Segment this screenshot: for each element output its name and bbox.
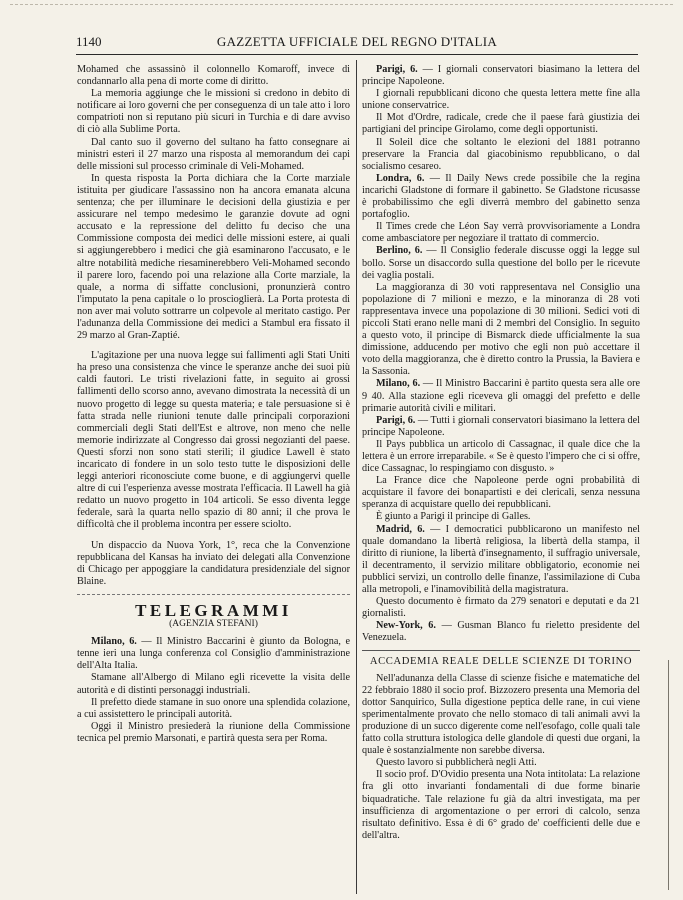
page-top-edge [10, 4, 673, 5]
telegram-item: Il Soleil dice che soltanto le elezioni del 1881 potranno preservare la Francia dal giacobinismo repubblicano, o dal socialismo cesareo. [362, 136, 640, 172]
telegram-city: Madrid, 6. [376, 523, 425, 535]
academy-paragraph: Questo lavoro si pubblicherà negli Atti. [376, 757, 537, 769]
right-column [362, 64, 640, 842]
article-paragraph: Dal canto suo il governo del sultano ha fatto consegnare ai ministri esteri il 27 marzo una risposta al memorandum dei capi delle missioni sul processo criminale di Veli-Mohamed. [77, 136, 350, 172]
academy-paragraph: Nell'adunanza della Classe di scienze fisiche e matematiche del 22 febbraio 1880 il socio prof. Bizzozero presenta una Memoria del dottor Sanquirico, Sulla digestione peptica delle rane, in cui viene sperimentalmente provato che nello stomaco di tali animali avvi la produzione di un succo digerente come nell'esofago, colle quali tale fatto colla struttura istologica delle glandole di questi due organi, la quale è sostanzialmente non sarebbe diversa. [362, 672, 640, 757]
page-number: 1140 [76, 34, 102, 49]
article-paragraph: La memoria aggiunge che le missioni si credono in debito di notificare ai loro governi che per conseguenza di un tale atto i loro compatrioti non si reputano più sicuri in Turchia e di dare avviso di ciò alla Sublime Porta. [77, 88, 350, 136]
telegram-item: Il Mot d'Ordre, radicale, crede che il paese farà giustizia dei partigiani del principe Girolamo, come degli opportunisti. [362, 112, 640, 136]
telegram-city: New-York, 6. [376, 620, 436, 632]
telegram-item: Madrid, 6. — I democratici pubblicarono un manifesto nel quale domandano la libertà religiosa, la libertà della stampa, il diritto di riunione, la libertà d'insegnamento, il suffragio universale, il decentramento, il servizio militare obbligatorio, economie nei pubblici servizi, un controllo delle finanze, l'assimilazione di Cuba alla metropoli, e l'inamovibilità della magistratura. [362, 523, 640, 596]
article-paragraph: In questa risposta la Porta dichiara che la Corte marziale istituita per giudicare l'assassino non ha ancora emanata alcuna sentenza; che per illuminare le decisioni della giustizia e per assicurare nel tempo medesimo le garanzie dovute ad ogni accusato e la repressione del delitto fu deciso che una Commissione composta dei medici delle missioni estere, ai quali si aggiungerebbero i medici che già esaminarono l'accusato, e le altre notabilità mediche riesaminerebbero Veli-Mohamed secondo il parere loro, facendo poi una relazione alla Corte marziale, la quale, a norma di siffatte conclusioni, pronunzierà contro l'imputato la pena capitale o lo proscioglierà. La Porta protesta di non aver mai voluto sottrarre un colpevole al meritato castigo. Per l'adunanza della Commissione dei medici a Stambul era fissato il 29 marzo al Gran-Zaptié. [77, 172, 350, 342]
section-divider [77, 594, 350, 595]
telegram-item: New-York, 6. — Gusman Blanco fu rieletto presidente del Venezuela. [362, 620, 640, 644]
telegrammi-heading: TELEGRAMMI [135, 600, 292, 620]
telegram-city: Londra, 6. [376, 172, 425, 184]
telegram-item: Questo documento è firmato da 279 senatori e deputati e da 21 giornalisti. [362, 596, 640, 620]
telegram-item: Il Pays pubblica un articolo di Cassagnac, il quale dice che la lettera è un errore irreparabile. « Se è questo l'impero che ci si offre, dice Cassagnac, lo respingiamo con disgusto. » [362, 438, 640, 475]
telegram-city: Milano, 6. [91, 636, 137, 648]
telegram-item: Berlino, 6. — Il Consiglio federale discusse oggi la legge sul bollo. Sorse un disaccordo sulla questione del bollo per le ricevute dei vaglia postali. [362, 245, 641, 281]
page-edge-line [668, 660, 669, 890]
academy-heading: ACCADEMIA REALE DELLE SCIENZE DI TORINO [362, 650, 640, 668]
telegram-item: La maggioranza di 30 voti rappresentava nel Consiglio una popolazione di 7 milioni e mezzo, e la minoranza di 28 voti rappresentava invece una popolazione di 30 milioni. Sedici voti di piccoli Stati erano nelle mani di 2 membri del Consiglio. In seguito a questo voto, il principe di Bismarck diede ufficialmente la sua dimissione, adducendo per motivo che egli non può accettare il voto della maggioranza, che è diretto contro la Prussia, la Baviera e la Sassonia. [362, 281, 640, 378]
article-paragraph: Un dispaccio da Nuova York, 1°, reca che la Convenzione repubblicana del Kansas ha inviato dei delegati alla Convenzione di Chicago per appoggiare la candidatura presidenziale del signor Blaine. [77, 539, 350, 587]
telegram-item: Milano, 6. — Il Ministro Baccarini è giunto da Bologna, e tenne ieri una lunga conferenza col Consiglio d'amministrazione dell'Alta Italia. [77, 636, 350, 672]
academy-paragraph: Il socio prof. D'Ovidio presenta una Nota intitolata: La relazione fra gli otto invarianti fondamentali di due forme binarie biquadratiche. Tale relazione fu già da altri investigata, ma per insufficienza di argomentazione o per errori di calcolo, senza risultato definitivo. Essa è di 6° grado de' coefficienti delle due e dell'altra. [362, 769, 640, 841]
publication-title: GAZZETTA UFFICIALE DEL REGNO D'ITALIA [216, 34, 498, 49]
telegram-item: Milano, 6. — Il Ministro Baccarini è partito questa sera alle ore 9 40. Alla stazione egli riceveva gli omaggi del prefetto e delle primarie autorità civili e militari. [362, 378, 640, 414]
telegram-item: È giunto a Parigi il principe di Galles. [376, 511, 531, 523]
article-paragraph: Mohamed che assassinò il colonnello Komaroff, invece di condannarlo alla pena di morte come di diritto. [77, 64, 350, 88]
column-divider [356, 60, 357, 894]
telegram-item: Il Times crede che Léon Say verrà provvisoriamente a Londra come ambasciatore per negoziare il trattato di commercio. [362, 221, 640, 245]
telegram-item: I giornali repubblicani dicono che questa lettera mette fine alla unione conservatrice. [362, 88, 640, 112]
telegram-city: Parigi, 6. [376, 414, 416, 426]
left-column [77, 64, 350, 745]
telegram-item: La France dice che Napoleone perde ogni probabilità di acquistare il favore dei bonapartisti e dei clericali, senza nessuna speranza di acquistare quello dei repubblicani. [362, 475, 640, 511]
telegram-city: Berlino, 6. [376, 245, 423, 257]
telegram-item: Parigi, 6. — Tutti i giornali conservatori biasimano la lettera del principe Napoleone. [362, 414, 640, 438]
telegram-city: Parigi, 6. [376, 64, 418, 75]
telegram-city: Milano, 6. [376, 378, 421, 390]
agency-subheading: (AGENZIA STEFANI) [169, 619, 258, 630]
telegram-item: Stamane all'Albergo di Milano egli ricevette la visita delle autorità e di distinti personaggi industriali. [77, 672, 350, 696]
telegram-item: Oggi il Ministro presiederà la riunione della Commissione tecnica pel premio Marsonati, e partirà questa sera per Roma. [77, 720, 350, 744]
telegram-item: Parigi, 6. — I giornali conservatori biasimano la lettera del principe Napoleone. [362, 64, 641, 88]
article-paragraph: L'agitazione per una nuova legge sui fallimenti agli Stati Uniti ha preso una consistenza che vince le speranze anche dei suoi più caldi fautori. Le tristi rivelazioni fatte, in seguito ai grossi fallimenti dello scorso anno, avevano dimostrata la necessità di un nuovo progetto di legge su questa materia; e tale persuasione si è fatta strada nelle riunioni tenute dalle principali corporazioni commerciali degli Stati dell'Est e altrove, non meno che nelle memorie indirizzate al Congresso dai grossi negozianti del paese. Questi sforzi non sono stati sterili; il giudice Lawell è stato incaricato di fondere in un solo testo tutte le disposizioni delle leggi anteriori riconosciute come buone, e di aggiungervi quelle altre di cui l'esperienza avesse mostrata l'efficacia. Il Lawell ha già redatto un nuovo progetto in 104 articoli. Se esso diventa legge federale, sarà la quarta nello spazio di 80 anni; il che prova le difficoltà che il problema incontra per essere sciolto. [77, 350, 350, 531]
telegram-item: Londra, 6. — Il Daily News crede possibile che la regina incarichi Gladstone di formare il gabinetto. Se Gladstone ricusasse è probabilissimo che egli diverrà membro del gabinetto senza portafoglio. [362, 172, 640, 221]
telegram-item: Il prefetto diede stamane in suo onore una splendida colazione, a cui assistettero le principali autorità. [77, 696, 350, 720]
page-header [76, 28, 638, 55]
